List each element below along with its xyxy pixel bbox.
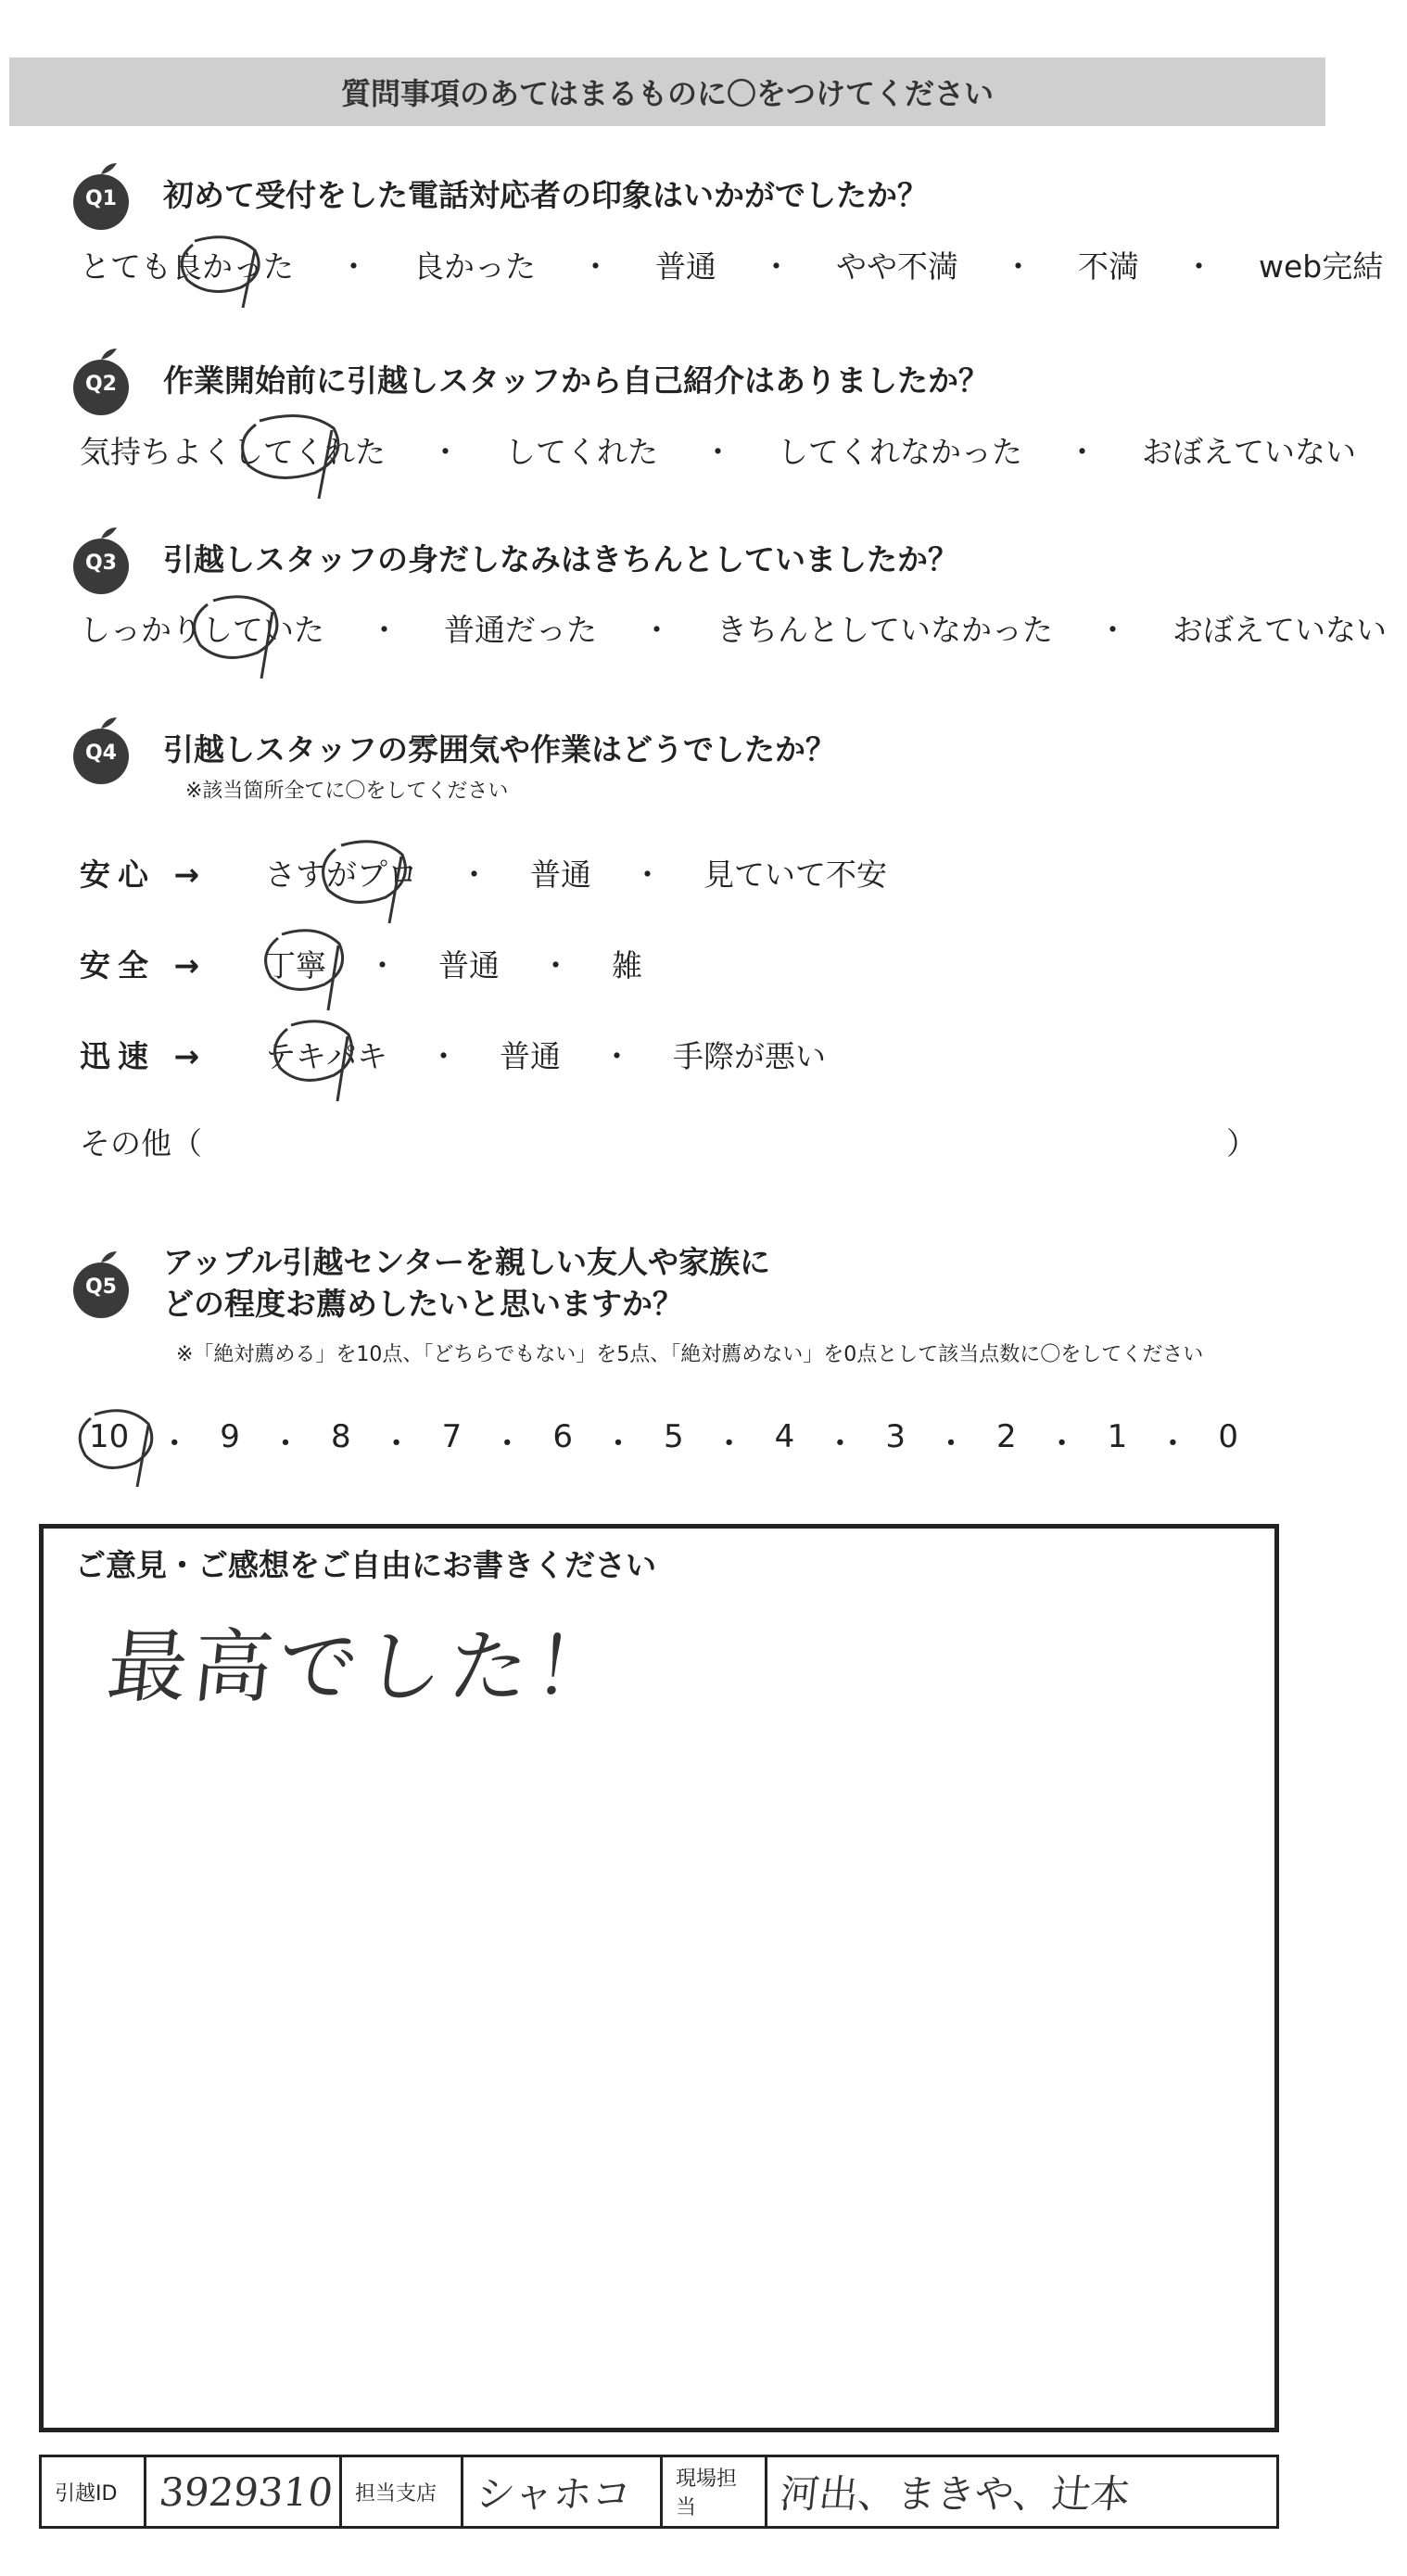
footer-staff-label-cell: [663, 2457, 767, 2526]
q5-selection-circle: [67, 1398, 169, 1491]
footer-branch-value-cell: [463, 2457, 663, 2526]
footer-id-value-cell: [146, 2457, 342, 2526]
q2-option-2[interactable]: してくれなかった: [778, 434, 1022, 470]
q5-badge-label: Q5: [84, 1275, 117, 1299]
q4-anzen-option-1[interactable]: 普通: [438, 947, 500, 983]
scale-5[interactable]: 5: [663, 1418, 684, 1455]
comment-box[interactable]: [39, 1524, 1279, 2432]
scale-6[interactable]: 6: [552, 1418, 573, 1455]
q4-row-label: 迅速 →: [80, 1038, 208, 1074]
q5-question: [163, 1242, 770, 1325]
footer-branch-label-cell: [342, 2457, 463, 2526]
q1-selection-circle: [167, 222, 278, 311]
q2-badge-label: Q2: [84, 373, 117, 396]
q3-question: 引越しスタッフの身だしなみはきちんとしていましたか？: [163, 540, 958, 577]
scale-3[interactable]: 3: [885, 1418, 906, 1455]
q2-option-3[interactable]: おぼえていない: [1142, 434, 1356, 470]
q1-badge-label: Q1: [84, 187, 117, 210]
q3-option-2[interactable]: きちんとしていなかった: [716, 612, 1053, 648]
q4-badge-label: Q4: [84, 742, 117, 765]
scale-4[interactable]: 4: [774, 1418, 795, 1455]
q4-jinsoku-selection-circle: [260, 1009, 371, 1106]
q3-option-0[interactable]: しっかりしていた: [80, 612, 324, 648]
q2-option-0[interactable]: 気持ちよくしてくれた: [80, 434, 386, 470]
q4-anshin-option-0[interactable]: さすがプロ: [265, 857, 418, 893]
scale-7[interactable]: 7: [441, 1418, 463, 1455]
q4-row-label: 安心 →: [80, 857, 208, 893]
staff-label: 現場担当: [676, 2468, 738, 2519]
staff-value: 河出、まきや、辻本: [778, 2471, 1133, 2517]
scale-1[interactable]: 1: [1107, 1418, 1128, 1455]
q2-badge: [65, 345, 137, 417]
q2-selection-circle: [222, 400, 361, 502]
q3-option-1[interactable]: 普通だった: [444, 612, 597, 648]
q4-anshin-option-1[interactable]: 普通: [530, 857, 591, 893]
move-id-value: 3929310: [157, 2468, 336, 2515]
q4-badge: [65, 714, 137, 786]
q4-anzen-option-2[interactable]: 雑: [612, 947, 642, 983]
q4-jinsoku-option-1[interactable]: 普通: [500, 1038, 561, 1074]
footer-id-label-cell: [42, 2457, 146, 2526]
scale-10[interactable]: 10: [89, 1418, 130, 1455]
q3-badge: [65, 524, 137, 596]
q4-note: ※該当箇所全てに〇をしてください: [185, 780, 509, 803]
move-id-label: 引越ID: [55, 2481, 118, 2506]
q1-option-4[interactable]: 不満: [1078, 248, 1139, 285]
footer-staff-value-cell: [767, 2457, 1276, 2526]
q1-option-1[interactable]: 良かった: [413, 248, 536, 285]
q3-options: しっかりしていた ・ 普通だった ・ きちんとしていなかった ・ おぼえていない: [80, 606, 1387, 650]
q2-question: 作業開始前に引越しスタッフから自己紹介はありましたか？: [163, 362, 989, 399]
q3-badge-label: Q3: [84, 552, 117, 575]
q4-other-close: ）: [1226, 1125, 1257, 1161]
scale-9[interactable]: 9: [220, 1418, 240, 1455]
q4-row-jinsoku: 迅速 → テキパキ ・ 普通 ・ 手際が悪い: [80, 1033, 826, 1076]
q1-row: [65, 159, 928, 232]
q4-anshin-option-2[interactable]: 見ていて不安: [704, 857, 887, 893]
branch-value: シャホコ: [474, 2471, 634, 2517]
branch-label: 担当支店: [355, 2481, 437, 2506]
q4-jinsoku-option-2[interactable]: 手際が悪い: [673, 1038, 826, 1074]
q4-other-row: [80, 1120, 1257, 1163]
q1-question: 初めて受付をした電話対応者の印象はいかがでしたか？: [163, 176, 928, 213]
comment-title: ご意見・ご感想をご自由にお書きください: [75, 1547, 656, 1583]
q5-badge: [65, 1248, 137, 1320]
q2-option-1[interactable]: してくれた: [505, 434, 658, 470]
footer-table: [39, 2455, 1279, 2529]
q4-row-label: 安全 →: [80, 947, 208, 983]
q4-anzen-selection-circle: [250, 918, 361, 1015]
q2-row: [65, 345, 989, 417]
q4-anzen-option-0[interactable]: 丁寧: [265, 947, 326, 983]
q4-question: 引越しスタッフの雰囲気や作業はどうでしたか？: [163, 730, 836, 768]
q1-badge: [65, 159, 137, 232]
q5-scale: 10 ・ 9 ・ 8 ・ 7 ・ 6 ・ 5 ・ 4 ・ 3 ・ 2 ・ 1 ・ 0: [89, 1418, 1238, 1463]
q4-row-anzen: 安全 → 丁寧 ・ 普通 ・ 雑: [80, 942, 642, 985]
q3-selection-circle: [176, 582, 297, 684]
q3-option-3[interactable]: おぼえていない: [1172, 612, 1387, 648]
form-banner: 質問事項のあてはまるものに〇をつけてください: [9, 57, 1325, 126]
scale-0[interactable]: 0: [1218, 1418, 1238, 1455]
q1-option-0[interactable]: とても良かった: [80, 248, 294, 285]
scale-8[interactable]: 8: [330, 1418, 351, 1455]
q1-option-2[interactable]: 普通: [655, 248, 716, 285]
scale-2[interactable]: 2: [996, 1418, 1017, 1455]
comment-handwritten-text: 最高でした！: [102, 1621, 625, 1714]
q1-option-3[interactable]: やや不満: [836, 248, 958, 285]
q5-row: [65, 1242, 770, 1325]
q4-anshin-selection-circle: [306, 827, 426, 929]
q5-question-line2: どの程度お薦めしたいと思いますか？: [163, 1285, 683, 1322]
q4-row-anshin: 安心 → さすがプロ ・ 普通 ・ 見ていて不安: [80, 851, 887, 895]
q5-note: ※「絶対薦める」を10点、「どちらでもない」を5点、「絶対薦めない」を0点として該当点数に〇をしてください: [176, 1343, 1204, 1366]
q4-jinsoku-option-0[interactable]: テキパキ: [265, 1038, 387, 1074]
q1-options: とても良かった ・ 良かった ・ 普通 ・ やや不満 ・ 不満 ・ web完結: [80, 243, 1383, 286]
q4-other-label: その他（: [80, 1125, 202, 1161]
q5-question-line1: アップル引越センターを親しい友人や家族に: [163, 1244, 771, 1280]
q2-options: 気持ちよくしてくれた ・ してくれた ・ してくれなかった ・ おぼえていない: [80, 428, 1356, 472]
q1-option-5[interactable]: web完結: [1259, 248, 1384, 285]
